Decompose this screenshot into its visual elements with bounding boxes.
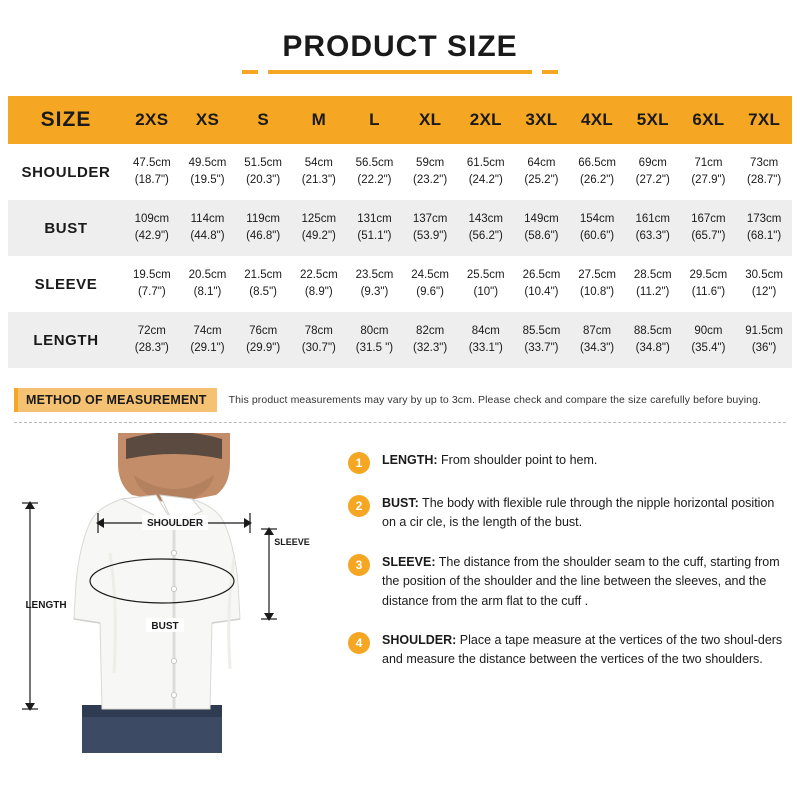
value-inch: (28.3") [134, 342, 169, 354]
table-cell [235, 256, 291, 312]
value-inch: (8.5") [249, 286, 277, 298]
value-cm: 90cm [694, 325, 723, 338]
value-inch: (68.1") [747, 230, 782, 242]
value-inch: (56.2") [468, 230, 503, 242]
value-cm: 131cm [357, 213, 392, 226]
value-inch: (53.9") [413, 230, 448, 242]
value-inch: (20.3") [246, 174, 281, 186]
value-cm: 26.5cm [522, 269, 561, 282]
row-label: SLEEVE [34, 275, 98, 293]
value-cm: 114cm [190, 213, 225, 226]
legend-text-3 [370, 553, 786, 611]
value-inch: (58.6") [524, 230, 559, 242]
table-cell [736, 256, 792, 312]
value-cm: 76cm [249, 325, 278, 338]
value-cm: 20.5cm [188, 269, 227, 282]
table-cell [625, 312, 681, 368]
value-inch: (27.2") [635, 174, 670, 186]
value-cm: 167cm [691, 213, 726, 226]
row-label: BUST [44, 219, 88, 237]
value-cm: 173cm [746, 213, 782, 226]
value-cm: 88.5cm [633, 325, 672, 338]
value-inch: (33.7") [524, 342, 559, 354]
legend-term-3: SLEEVE: [382, 554, 436, 569]
value-inch: (29.1") [190, 342, 225, 354]
value-cm: 149cm [524, 213, 559, 226]
table-cell [402, 312, 458, 368]
table-cell [514, 312, 570, 368]
value-cm: 78cm [304, 325, 333, 338]
label-bust: BUST [151, 621, 179, 632]
value-cm: 66.5cm [578, 157, 616, 170]
shirt-button [171, 658, 176, 663]
value-cm: 143cm [468, 213, 504, 226]
measurement-guide [0, 423, 800, 753]
value-cm: 29.5cm [689, 269, 728, 282]
legend-badge-3: 3 [348, 554, 370, 576]
method-of-measurement-bar [0, 388, 800, 412]
value-inch: (30.7") [301, 342, 336, 354]
garment-diagram [14, 433, 334, 753]
value-inch: (27.9") [691, 174, 726, 186]
value-inch: (60.6") [580, 230, 615, 242]
table-cell [291, 312, 347, 368]
table-cell [347, 312, 403, 368]
legend-term-1: LENGTH: [382, 453, 438, 467]
table-cell [569, 256, 625, 312]
list-item [348, 451, 786, 474]
table-row [8, 256, 792, 312]
value-cm: 80cm [360, 325, 389, 338]
value-inch: (11.6") [691, 286, 726, 298]
column-header-size: M [291, 96, 347, 144]
column-header-size: S [235, 96, 291, 144]
table-cell [625, 200, 681, 256]
value-inch: (9.3") [360, 286, 389, 298]
value-inch: (63.3") [635, 230, 670, 242]
value-inch: (29.9") [246, 342, 281, 354]
column-header-size: 5XL [625, 96, 681, 144]
value-cm: 91.5cm [745, 325, 783, 338]
table-cell [291, 200, 347, 256]
table-header-row [8, 96, 792, 144]
value-cm: 69cm [638, 157, 667, 170]
column-header-size: 6XL [681, 96, 737, 144]
value-inch: (35.4") [691, 342, 726, 354]
table-cell [625, 256, 681, 312]
value-cm: 125cm [301, 213, 337, 226]
legend-text-2 [370, 494, 786, 533]
value-cm: 23.5cm [355, 269, 394, 282]
shirt-button [171, 550, 176, 555]
value-cm: 87cm [583, 325, 612, 338]
value-inch: (33.1") [468, 342, 503, 354]
table-cell [569, 144, 625, 200]
value-cm: 56.5cm [355, 157, 394, 170]
table-cell [736, 144, 792, 200]
value-inch: (19.5") [190, 174, 225, 186]
table-cell [569, 312, 625, 368]
label-shoulder: SHOULDER [146, 518, 204, 529]
table-cell [347, 256, 403, 312]
value-inch: (25.2") [524, 174, 559, 186]
table-row [8, 200, 792, 256]
value-cm: 61.5cm [466, 157, 505, 170]
shirt-button [171, 692, 176, 697]
value-inch: (31.5 ") [355, 342, 394, 354]
column-header-size: L [347, 96, 403, 144]
size-chart-container [0, 96, 800, 368]
table-cell [235, 144, 291, 200]
table-cell [124, 200, 180, 256]
table-cell [681, 200, 737, 256]
value-inch: (65.7") [691, 230, 726, 242]
value-cm: 154cm [579, 213, 615, 226]
table-cell [180, 144, 236, 200]
table-cell [180, 200, 236, 256]
legend-badge-2: 2 [348, 495, 370, 517]
value-cm: 24.5cm [411, 269, 449, 282]
table-cell [458, 144, 514, 200]
method-label: METHOD OF MEASUREMENT [14, 388, 217, 412]
method-disclaimer: This product measurements may vary by up to 3cm. Please check and compare the size carefully before buying. [228, 394, 762, 406]
list-item [348, 553, 786, 611]
value-cm: 49.5cm [188, 157, 227, 170]
column-header-size: XL [402, 96, 458, 144]
table-cell [124, 256, 180, 312]
table-cell [736, 312, 792, 368]
value-inch: (23.2") [413, 174, 448, 186]
value-cm: 47.5cm [132, 157, 171, 170]
legend-body-2: The body with flexible rule through the nipple horizontal position on a cir cle, is the length of the bust. [382, 496, 775, 530]
value-inch: (42.9") [134, 230, 169, 242]
table-cell [514, 256, 570, 312]
column-header-size: 4XL [569, 96, 625, 144]
legend-body-3: The distance from the shoulder seam to the cuff, starting from the position of the shoulder and the line between the sleeves, and the distance from the arm flat to the cuff . [382, 554, 780, 608]
table-cell [347, 144, 403, 200]
value-inch: (44.8") [190, 230, 225, 242]
value-cm: 27.5cm [578, 269, 616, 282]
value-cm: 72cm [137, 325, 166, 338]
table-cell [402, 256, 458, 312]
value-cm: 51.5cm [244, 157, 282, 170]
list-item [348, 631, 786, 670]
column-header-size: 3XL [514, 96, 570, 144]
shirt-button [171, 586, 176, 591]
table-row [8, 144, 792, 200]
row-label: SHOULDER [21, 163, 111, 181]
table-cell [458, 312, 514, 368]
list-item [348, 494, 786, 533]
column-header-size: XS [180, 96, 236, 144]
value-cm: 30.5cm [745, 269, 783, 282]
value-inch: (8.1") [193, 286, 222, 298]
table-cell [458, 200, 514, 256]
value-cm: 19.5cm [132, 269, 171, 282]
value-cm: 28.5cm [633, 269, 672, 282]
value-inch: (34.8") [635, 342, 670, 354]
value-cm: 82cm [416, 325, 445, 338]
value-inch: (8.9") [304, 286, 333, 298]
value-cm: 54cm [304, 157, 333, 170]
table-cell [402, 144, 458, 200]
value-cm: 119cm [246, 213, 280, 226]
column-header-size: 2XS [124, 96, 180, 144]
table-cell [180, 256, 236, 312]
value-inch: (7.7") [137, 286, 166, 298]
legend-list [334, 433, 786, 753]
table-cell [180, 312, 236, 368]
table-cell [625, 144, 681, 200]
legend-text-4 [370, 631, 786, 670]
value-inch: (34.3") [580, 342, 615, 354]
table-cell [736, 200, 792, 256]
value-inch: (21.3") [301, 174, 336, 186]
table-cell [347, 200, 403, 256]
value-cm: 84cm [471, 325, 500, 338]
page-title: PRODUCT SIZE [268, 30, 531, 74]
legend-badge-1: 1 [348, 452, 370, 474]
row-label: LENGTH [33, 331, 99, 349]
value-cm: 85.5cm [522, 325, 561, 338]
value-inch: (51.1") [357, 230, 392, 242]
legend-term-4: SHOULDER: [382, 632, 457, 647]
table-corner-label: SIZE [8, 96, 124, 144]
legend-text-1 [370, 451, 597, 474]
table-row [8, 312, 792, 368]
table-cell [291, 144, 347, 200]
value-cm: 71cm [694, 157, 723, 170]
table-cell [514, 144, 570, 200]
table-cell [458, 256, 514, 312]
column-header-size: 2XL [458, 96, 514, 144]
value-inch: (49.2") [301, 230, 336, 242]
table-cell [569, 200, 625, 256]
value-cm: 74cm [193, 325, 222, 338]
table-cell [402, 200, 458, 256]
label-length: LENGTH [25, 600, 67, 611]
value-inch: (22.2") [357, 174, 392, 186]
value-inch: (46.8") [246, 230, 281, 242]
value-inch: (28.7") [747, 174, 782, 186]
value-inch: (10") [473, 286, 499, 298]
value-inch: (12") [751, 286, 777, 298]
value-cm: 109cm [134, 213, 170, 226]
value-cm: 73cm [750, 157, 779, 170]
value-inch: (9.6") [416, 286, 444, 298]
label-sleeve: SLEEVE [274, 537, 310, 547]
legend-term-2: BUST: [382, 496, 419, 510]
shirt-body [74, 499, 240, 709]
value-inch: (10.8") [580, 286, 615, 298]
table-cell [514, 200, 570, 256]
value-cm: 22.5cm [299, 269, 338, 282]
value-cm: 161cm [635, 213, 670, 226]
value-cm: 59cm [416, 157, 445, 170]
table-cell [235, 312, 291, 368]
value-inch: (24.2") [468, 174, 503, 186]
legend-badge-4: 4 [348, 632, 370, 654]
value-cm: 64cm [527, 157, 556, 170]
table-cell [681, 144, 737, 200]
value-inch: (10.4") [524, 286, 559, 298]
table-cell [681, 312, 737, 368]
value-inch: (36") [751, 342, 777, 354]
size-chart-table [8, 96, 792, 368]
table-cell [291, 256, 347, 312]
page-header [0, 0, 800, 74]
value-inch: (18.7") [134, 174, 169, 186]
shirt-illustration [14, 433, 334, 753]
table-cell [681, 256, 737, 312]
value-inch: (11.2") [636, 286, 670, 298]
value-cm: 25.5cm [466, 269, 505, 282]
table-cell [124, 144, 180, 200]
legend-body-4: Place a tape measure at the vertices of the two shoul-ders and measure the distance between the vertices of the two shoulders. [382, 632, 783, 667]
column-header-size: 7XL [736, 96, 792, 144]
value-cm: 137cm [412, 213, 448, 226]
value-inch: (32.3") [413, 342, 448, 354]
value-inch: (26.2") [580, 174, 615, 186]
legend-body-1: From shoulder point to hem. [437, 453, 598, 467]
value-cm: 21.5cm [244, 269, 282, 282]
table-cell [124, 312, 180, 368]
table-cell [235, 200, 291, 256]
